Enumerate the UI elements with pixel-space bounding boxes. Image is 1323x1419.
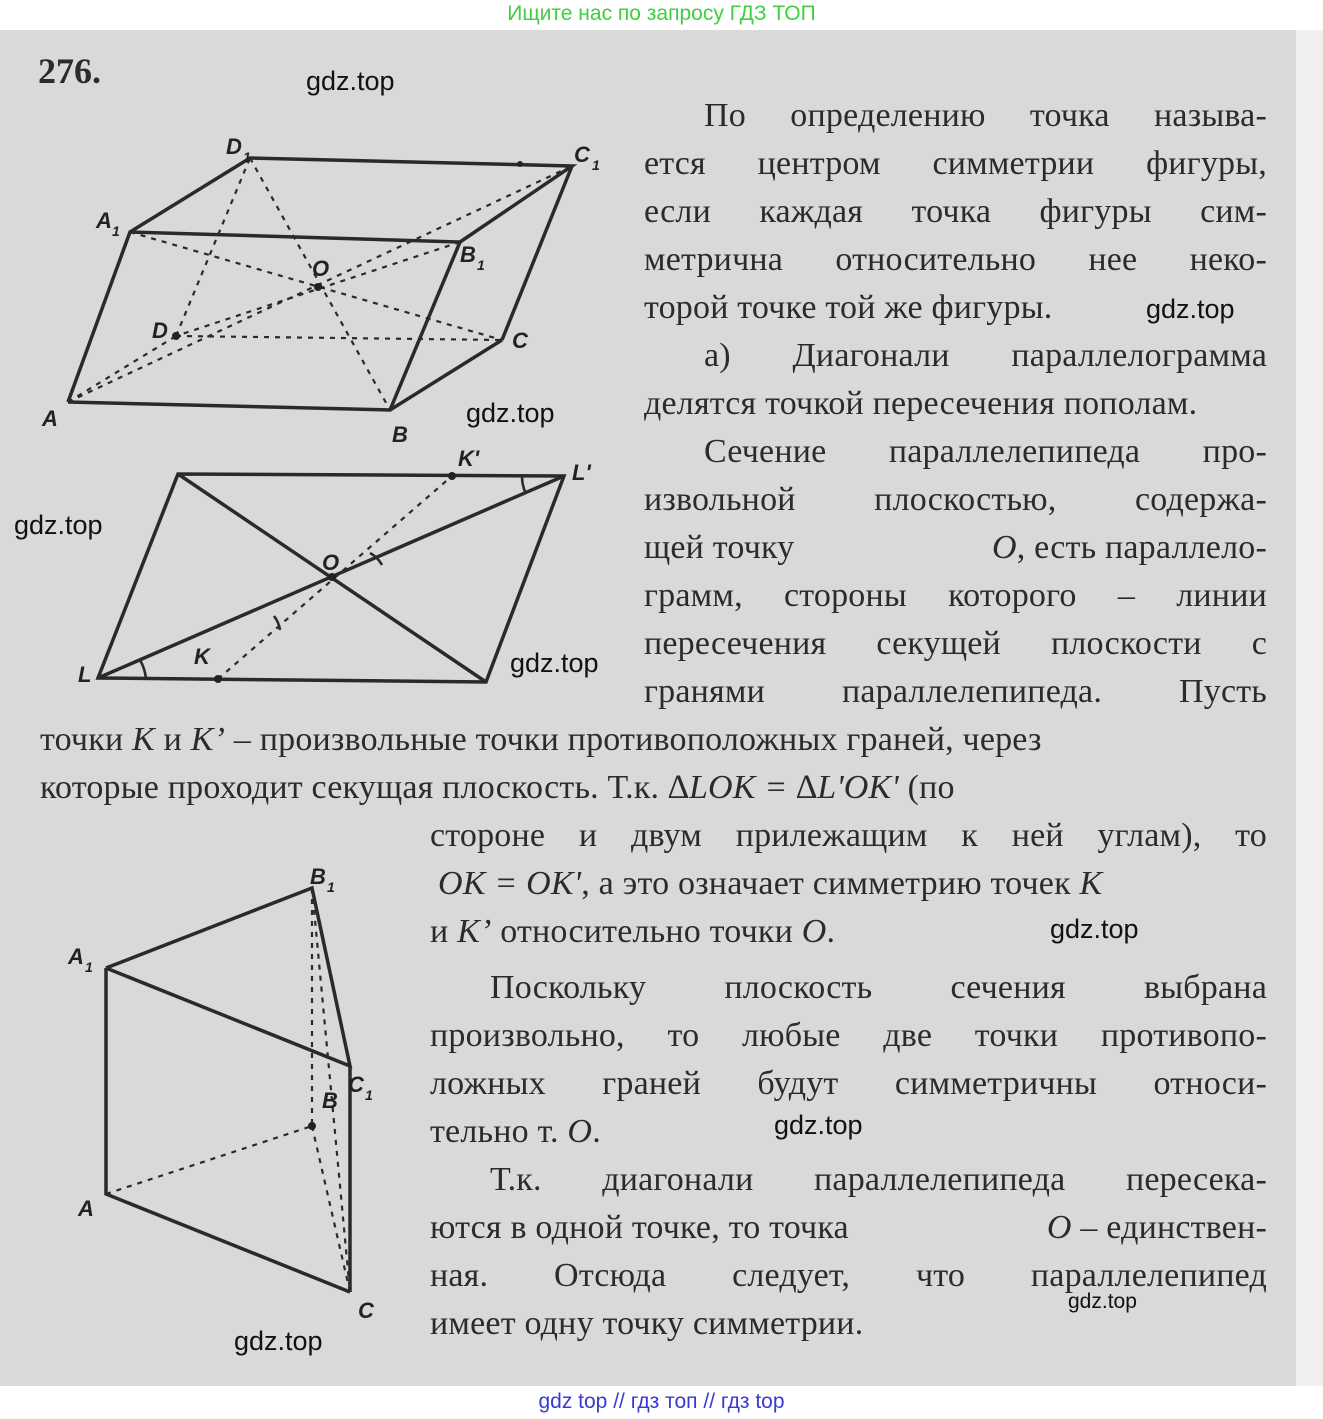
edge-path: [68, 232, 460, 410]
label-A1: A: [96, 208, 112, 233]
point-D: [172, 332, 180, 340]
text-fragment: и: [154, 721, 191, 758]
label-B1-sub: 1: [327, 879, 335, 895]
label-K: K: [194, 644, 210, 669]
watermark: gdz.top: [306, 66, 395, 96]
text-fragment: относительно точки: [491, 913, 802, 950]
text-line: делятся точкой пересечения пополам.: [644, 385, 1198, 422]
page-edge: [1296, 30, 1323, 1386]
edge: [502, 166, 572, 340]
hidden-edge: [106, 1126, 312, 1194]
text-line: если каждая точка фигуры сим-: [644, 193, 1267, 230]
text-line: стороне и двум прилежащим к ней углам), то: [430, 817, 1267, 854]
label-D1: D: [226, 134, 242, 159]
hidden-edge: [176, 158, 250, 336]
label-C: C: [512, 328, 528, 353]
text-fragment: щей точку: [644, 529, 795, 566]
text-line: произвольно, то любые две точки противопо-: [430, 1017, 1267, 1054]
label-O: O: [322, 550, 340, 575]
point-K: [214, 675, 222, 683]
symbol-O: O: [1046, 1209, 1072, 1246]
text-line: По определению точка называ-: [704, 97, 1267, 134]
text-fragment: тельно т.: [430, 1113, 568, 1150]
label-O: O: [312, 256, 330, 281]
text-line: [644, 526, 1267, 570]
text-fragment: .: [826, 913, 836, 950]
text-line: [40, 718, 1267, 762]
text-line: метрична относительно нее неко-: [644, 241, 1267, 278]
label-D: D: [152, 318, 168, 343]
text-line: [430, 1206, 1267, 1250]
label-B1: B: [460, 242, 476, 267]
text-fragment: , а это означает симметрию точек: [581, 865, 1080, 902]
text-line: ложных граней будут симметричны относи-: [430, 1065, 1267, 1102]
hidden-edge: [312, 1126, 350, 1292]
text-fragment: [992, 526, 1267, 570]
label-A: A: [42, 406, 58, 431]
text-fragment: и: [430, 913, 458, 950]
label-B: B: [392, 422, 408, 447]
label-C1-sub: 1: [592, 157, 600, 173]
symbol-O: O: [801, 913, 827, 950]
label-C1: C: [574, 142, 590, 167]
hidden-edge: [176, 336, 502, 340]
watermark: gdz.top: [234, 1326, 323, 1356]
text-line: [430, 1110, 601, 1154]
textbook-page: [0, 30, 1296, 1386]
text-line: грамм, стороны которого – линии: [644, 577, 1267, 614]
watermark: gdz.top: [774, 1110, 863, 1140]
text-line: ется центром симметрии фигуры,: [644, 145, 1267, 182]
text-fragment: – единствен-: [1071, 1209, 1267, 1246]
text-fragment: (по: [898, 769, 955, 806]
point-O: [314, 283, 322, 291]
point-K-prime: [448, 472, 456, 480]
top-banner[interactable]: Ищите нас по запросу ГДЗ ТОП: [0, 0, 1323, 30]
edge-path: [130, 158, 572, 242]
label-L-prime: L': [572, 460, 591, 485]
text-line: гранями параллелепипеда. Пусть: [644, 673, 1267, 710]
text-line: [40, 766, 1267, 810]
text-fragment: – произвольные точки противоположных граней, через: [225, 721, 1042, 758]
bottom-banner[interactable]: gdz top // гдз топ // гдз top: [0, 1386, 1323, 1419]
text-line: извольной плоскостью, содержа-: [644, 481, 1267, 518]
label-K-prime: K': [458, 450, 480, 471]
symbol-K: K: [132, 721, 155, 758]
text-fragment: ются в одной точке, то точка: [430, 1209, 849, 1246]
label-L: L: [78, 662, 92, 687]
edge-path: [106, 888, 350, 1066]
label-C: C: [358, 1298, 374, 1323]
text-fragment: точки: [40, 721, 133, 758]
text-line: а) Диагонали параллелограмма: [704, 337, 1267, 374]
watermark: gdz.top: [1068, 1290, 1137, 1313]
label-C1: C: [348, 1072, 364, 1097]
watermark: gdz.top: [14, 510, 103, 540]
problem-number: 276.: [38, 51, 101, 91]
text-line: [430, 910, 835, 954]
formula: OK = OK': [438, 865, 582, 902]
symbol-O: O: [991, 529, 1017, 566]
text-line: ная. Отсюда следует, что параллелепипед: [430, 1257, 1267, 1294]
watermark: gdz.top: [1050, 914, 1139, 944]
point-mark: [517, 161, 523, 167]
symbol-O: O: [567, 1113, 593, 1150]
label-A: A: [78, 1196, 94, 1221]
label-A1-sub: 1: [112, 223, 120, 239]
label-C1-sub: 1: [365, 1087, 373, 1103]
angle-arc: [522, 477, 526, 494]
label-B1-sub: 1: [477, 257, 485, 273]
text-fragment: .: [592, 1113, 601, 1150]
label-B: B: [322, 1088, 338, 1113]
watermark: gdz.top: [1146, 294, 1235, 324]
symbol-K-prime: K’: [190, 721, 226, 758]
text-line: Поскольку плоскость сечения выбрана: [490, 969, 1267, 1006]
text-fragment: [1047, 1206, 1267, 1250]
parallelepiped-figure: [30, 90, 630, 450]
text-line: [438, 862, 1102, 906]
text-line: Т.к. диагонали параллелепипеда пересека-: [490, 1161, 1267, 1198]
hidden-edge: [68, 336, 176, 402]
symbol-K: K: [1079, 865, 1103, 902]
angle-arc: [140, 660, 146, 679]
symbol-K-prime: K’: [457, 913, 492, 950]
text-fragment: , есть параллело-: [1016, 529, 1267, 566]
watermark: gdz.top: [510, 648, 599, 678]
point-B: [308, 1122, 316, 1130]
text-line: пересечения секущей плоскости с: [644, 625, 1267, 662]
formula: ∆LOK = ∆L'OK': [667, 769, 899, 806]
label-D1-sub: 1: [243, 149, 251, 165]
prism-figure: [60, 860, 420, 1330]
label-A1-sub: 1: [85, 959, 93, 975]
watermark: gdz.top: [466, 398, 555, 428]
label-A1: A: [68, 944, 84, 969]
text-fragment: которые проходит секущая плоскость. Т.к.: [40, 769, 668, 806]
text-line: Сечение параллелепипеда про-: [704, 433, 1267, 470]
text-line: имеет одну точку симметрии.: [430, 1305, 864, 1342]
text-line: торой точке той же фигуры.: [644, 289, 1053, 326]
label-B1: B: [310, 864, 326, 889]
